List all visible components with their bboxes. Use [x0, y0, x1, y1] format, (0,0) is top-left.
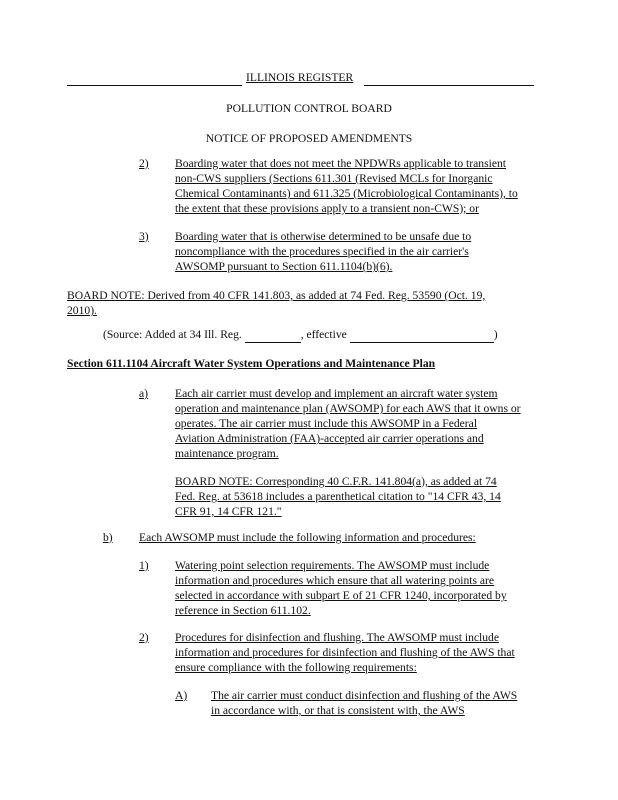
item-3-line-2: noncompliance with the procedures specified in the air carrier's — [175, 245, 469, 258]
board-note-1-line-1: BOARD NOTE: Derived from 40 CFR 141.803, as added at 74 Fed. Reg. 53590 (Oct. 19, — [67, 289, 486, 302]
board-note-2-line-2: Fed. Reg. at 53618 includes a parenthetical citation to "14 CFR 43, 14 — [175, 490, 501, 503]
board-title: POLLUTION CONTROL BOARD — [226, 102, 392, 115]
b2-line-2: information and procedures for disinfection and flushing of the AWS that — [175, 646, 515, 659]
b2-number: 2) — [139, 631, 149, 644]
notice-title: NOTICE OF PROPOSED AMENDMENTS — [205, 132, 413, 145]
source-text-effective: , effective — [300, 328, 347, 341]
source-text-end: ) — [493, 328, 498, 341]
header-rule-left — [67, 85, 242, 86]
para-b-number: b) — [103, 531, 113, 544]
para-a-line-4: Aviation Administration (FAA)-accepted air carrier operations and — [175, 432, 484, 445]
para-a-line-5: maintenance program. — [175, 447, 279, 460]
b2-line-3: ensure compliance with the following requirements: — [175, 661, 417, 674]
para-a-line-2: operation and maintenance plan (AWSOMP) for each AWS that it owns or — [175, 402, 521, 415]
item-2-line-4: the extent that these provisions apply to a transient non-CWS); or — [175, 202, 479, 215]
board-note-2-line-3: CFR 91, 14 CFR 121." — [175, 505, 282, 518]
source-blank-effective — [350, 327, 494, 343]
item-2-number: 2) — [139, 157, 149, 170]
b2-line-1: Procedures for disinfection and flushing. The AWSOMP must include — [175, 631, 499, 644]
para-a-line-1: Each air carrier must develop and implement an aircraft water system — [175, 387, 498, 400]
item-3-line-3: AWSOMP pursuant to Section 611.1104(b)(6). — [175, 260, 393, 273]
item-2-line-2: non-CWS suppliers (Sections 611.301 (Revised MCLs for Inorganic — [175, 172, 493, 185]
register-title: ILLINOIS REGISTER — [246, 71, 354, 84]
para-b-text: Each AWSOMP must include the following information and procedures: — [139, 531, 476, 544]
header-rule-right — [364, 85, 534, 86]
b1-line-3: selected in accordance with subpart E of 21 CFR 1240, incorporated by — [175, 589, 507, 602]
item-2-line-1: Boarding water that does not meet the NPDWRs applicable to transient — [175, 157, 506, 170]
para-a-number: a) — [139, 387, 149, 400]
source-line — [103, 327, 498, 343]
item-2-line-3: Chemical Contaminants) and 611.325 (Microbiological Contaminants), to — [175, 187, 518, 200]
section-heading: Section 611.1104 Aircraft Water System Operations and Maintenance Plan — [67, 357, 436, 370]
source-blank-reg — [245, 327, 301, 343]
b1-number: 1) — [139, 559, 149, 572]
bA-line-1: The air carrier must conduct disinfection and flushing of the AWS — [211, 689, 518, 702]
bA-line-2: in accordance with, or that is consistent with, the AWS — [211, 704, 465, 717]
bA-number: A) — [175, 689, 188, 702]
item-3-number: 3) — [139, 230, 149, 243]
b1-line-4: reference in Section 611.102. — [175, 604, 311, 617]
b1-line-2: information and procedures which ensure that all watering points are — [175, 574, 495, 587]
para-a-line-3: operates. The air carrier must include this AWSOMP in a Federal — [175, 417, 478, 430]
source-text-start: (Source: Added at 34 Ill. Reg. — [103, 328, 245, 341]
item-3-line-1: Boarding water that is otherwise determined to be unsafe due to — [175, 230, 472, 243]
b1-line-1: Watering point selection requirements. The AWSOMP must include — [175, 559, 490, 572]
board-note-1-line-2: 2010). — [67, 304, 97, 317]
board-note-2-line-1: BOARD NOTE: Corresponding 40 C.F.R. 141.804(a), as added at 74 — [175, 475, 497, 488]
